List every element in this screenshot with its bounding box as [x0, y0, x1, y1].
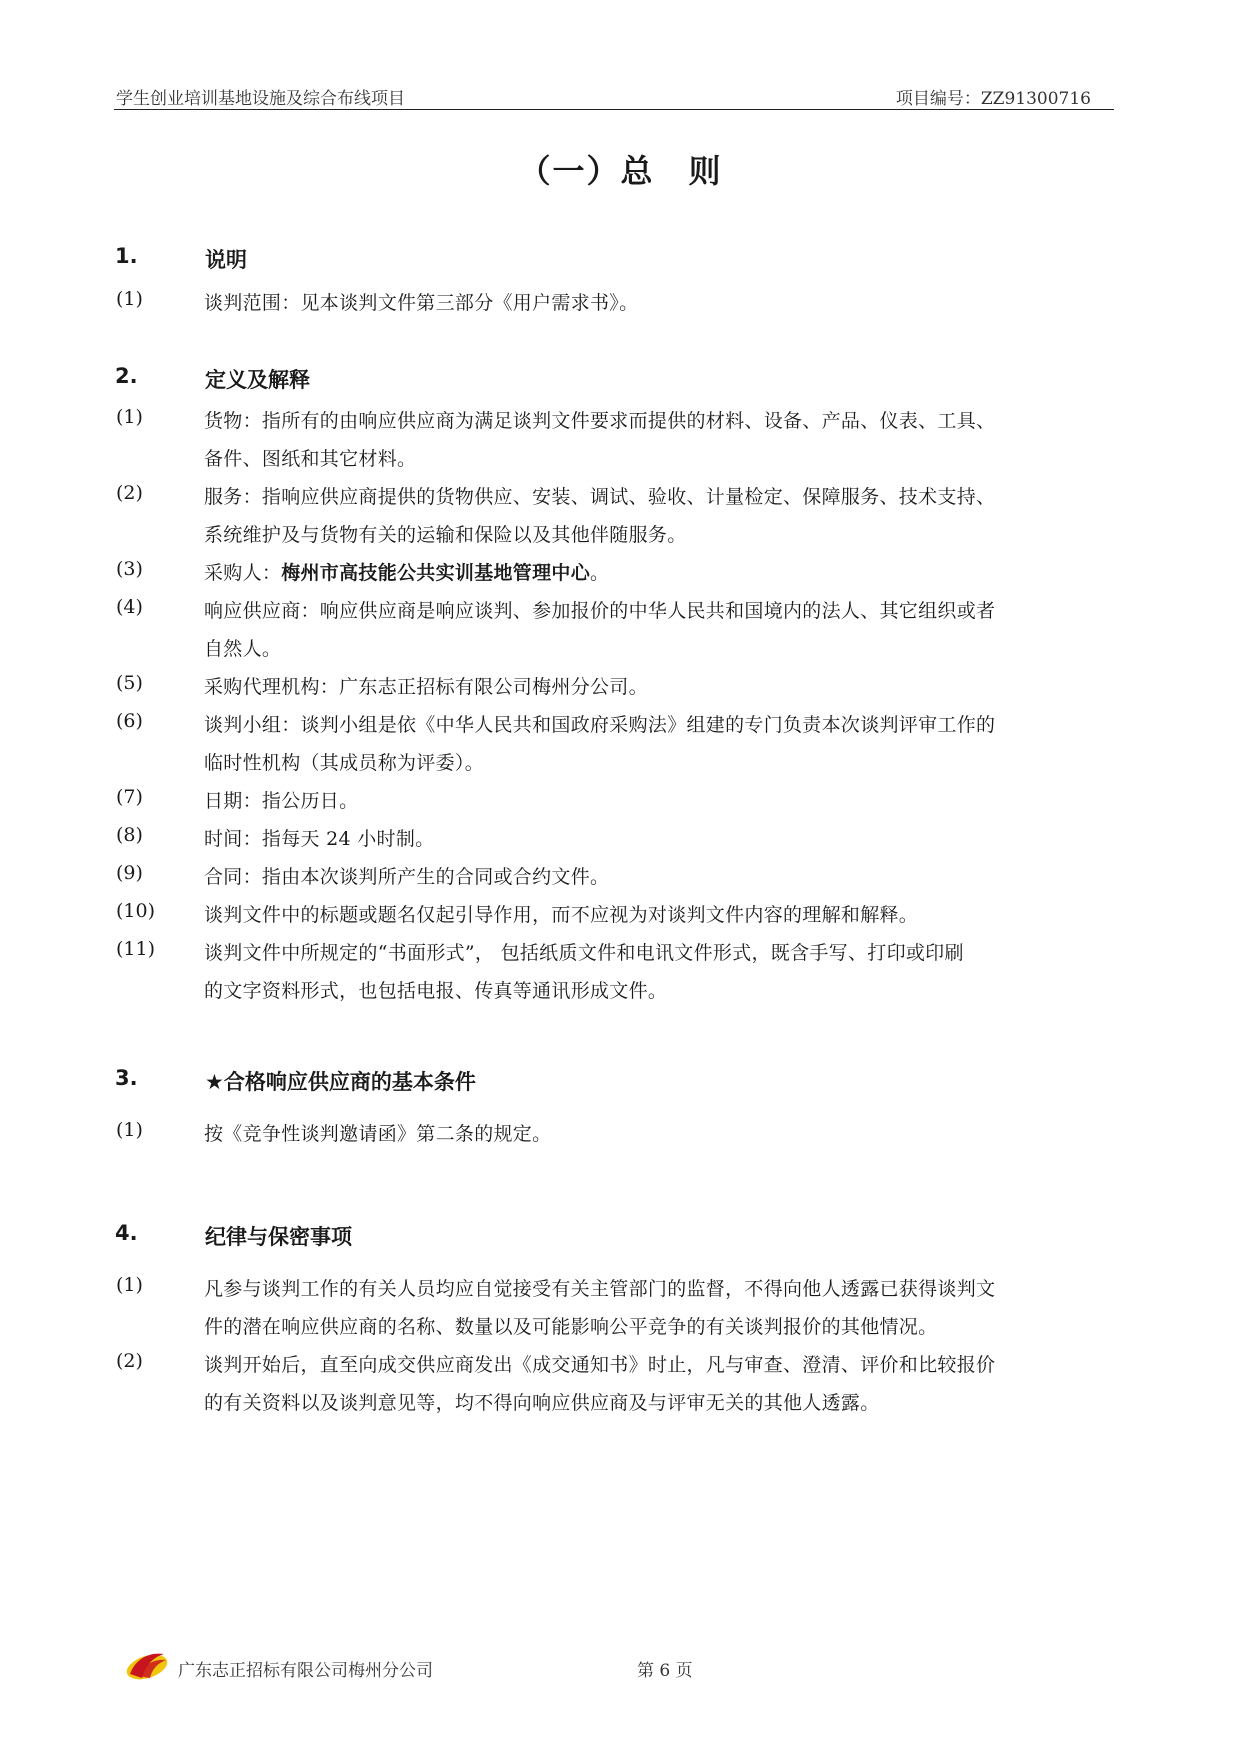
purchaser-name: 梅州市高技能公共实训基地管理中心 [281, 562, 591, 584]
item-text: 合同：指由本次谈判所产生的合同或合约文件。 [204, 866, 610, 888]
item-text: 按《竞争性谈判邀请函》第二条的规定。 [204, 1123, 552, 1145]
item-text-continued: 系统维护及与货物有关的运输和保险以及其他伴随服务。 [204, 524, 687, 546]
page-title: （一）总 则 [518, 152, 723, 190]
item-number: (7) [116, 786, 143, 808]
header-project-name: 学生创业培训基地设施及综合布线项目 [116, 89, 405, 109]
item-text: 日期：指公历日。 [204, 790, 359, 812]
item-number: (10) [116, 900, 156, 922]
section-2-number: 2. [115, 364, 138, 388]
item-number: (11) [116, 938, 156, 960]
item-text: 谈判小组：谈判小组是依《中华人民共和国政府采购法》组建的专门负责本次谈判评审工作的 [204, 714, 996, 736]
item-text: 谈判范围：见本谈判文件第三部分《用户需求书》。 [204, 292, 639, 314]
item-number: (9) [116, 862, 143, 884]
section-3-title: ★合格响应供应商的基本条件 [205, 1070, 476, 1094]
item-number: (1) [116, 288, 143, 310]
item-text-continued: 临时性机构（其成员称为评委）。 [204, 752, 485, 774]
footer-page-number: 第 6 页 [637, 1661, 693, 1681]
section-1-title: 说明 [205, 248, 247, 272]
item-number: (2) [116, 482, 143, 504]
item-number: (1) [116, 406, 143, 428]
item-text: 凡参与谈判工作的有关人员均应自觉接受有关主管部门的监督，不得向他人透露已获得谈判文 [204, 1278, 996, 1300]
item-number: (6) [116, 710, 143, 732]
item-text-continued: 自然人。 [204, 638, 282, 660]
item-text: 谈判开始后，直至向成交供应商发出《成交通知书》时止，凡与审查、澄清、评价和比较报价 [204, 1354, 996, 1376]
item-text-suffix: 。 [590, 562, 610, 584]
item-text: 响应供应商：响应供应商是响应谈判、参加报价的中华人民共和国境内的法人、其它组织或者 [204, 600, 996, 622]
section-2-title: 定义及解释 [205, 368, 310, 392]
item-number: (5) [116, 672, 143, 694]
section-4-title: 纪律与保密事项 [205, 1225, 352, 1249]
header-project-number: 项目编号：ZZ91300716 [895, 89, 1091, 109]
item-text: 时间：指每天 24 小时制。 [204, 828, 435, 850]
item-text: 谈判文件中的标题或题名仅起引导作用，而不应视为对谈判文件内容的理解和解释。 [204, 904, 919, 926]
item-number: (8) [116, 824, 143, 846]
item-text-continued: 件的潜在响应供应商的名称、数量以及可能影响公平竞争的有关谈判报价的其他情况。 [204, 1316, 938, 1338]
item-number: (1) [116, 1119, 143, 1141]
section-4-number: 4. [115, 1221, 138, 1245]
item-number: (1) [116, 1274, 143, 1296]
item-text: 货物：指所有的由响应供应商为满足谈判文件要求而提供的材料、设备、产品、仪表、工具、 [204, 410, 996, 432]
footer-company-name: 广东志正招标有限公司梅州分公司 [178, 1661, 433, 1681]
item-text: 谈判文件中所规定的“书面形式”， 包括纸质文件和电讯文件形式，既含手写、打印或印刷 [204, 942, 964, 964]
item-text-continued: 备件、图纸和其它材料。 [204, 448, 417, 470]
item-text-prefix: 采购人： [204, 562, 282, 584]
item-text [204, 558, 609, 585]
company-logo-icon [124, 1648, 170, 1682]
item-number: (3) [116, 558, 143, 580]
item-text-continued: 的有关资料以及谈判意见等，均不得向响应供应商及与评审无关的其他人透露。 [204, 1392, 880, 1414]
item-number: (2) [116, 1350, 143, 1372]
item-text: 服务：指响应供应商提供的货物供应、安装、调试、验收、计量检定、保障服务、技术支持、 [204, 486, 996, 508]
section-1-number: 1. [115, 244, 138, 268]
header-divider [114, 109, 1114, 110]
item-text-continued: 的文字资料形式，也包括电报、传真等通讯形成文件。 [204, 980, 668, 1002]
section-3-number: 3. [115, 1066, 138, 1090]
item-number: (4) [116, 596, 143, 618]
item-text: 采购代理机构：广东志正招标有限公司梅州分公司。 [204, 676, 648, 698]
